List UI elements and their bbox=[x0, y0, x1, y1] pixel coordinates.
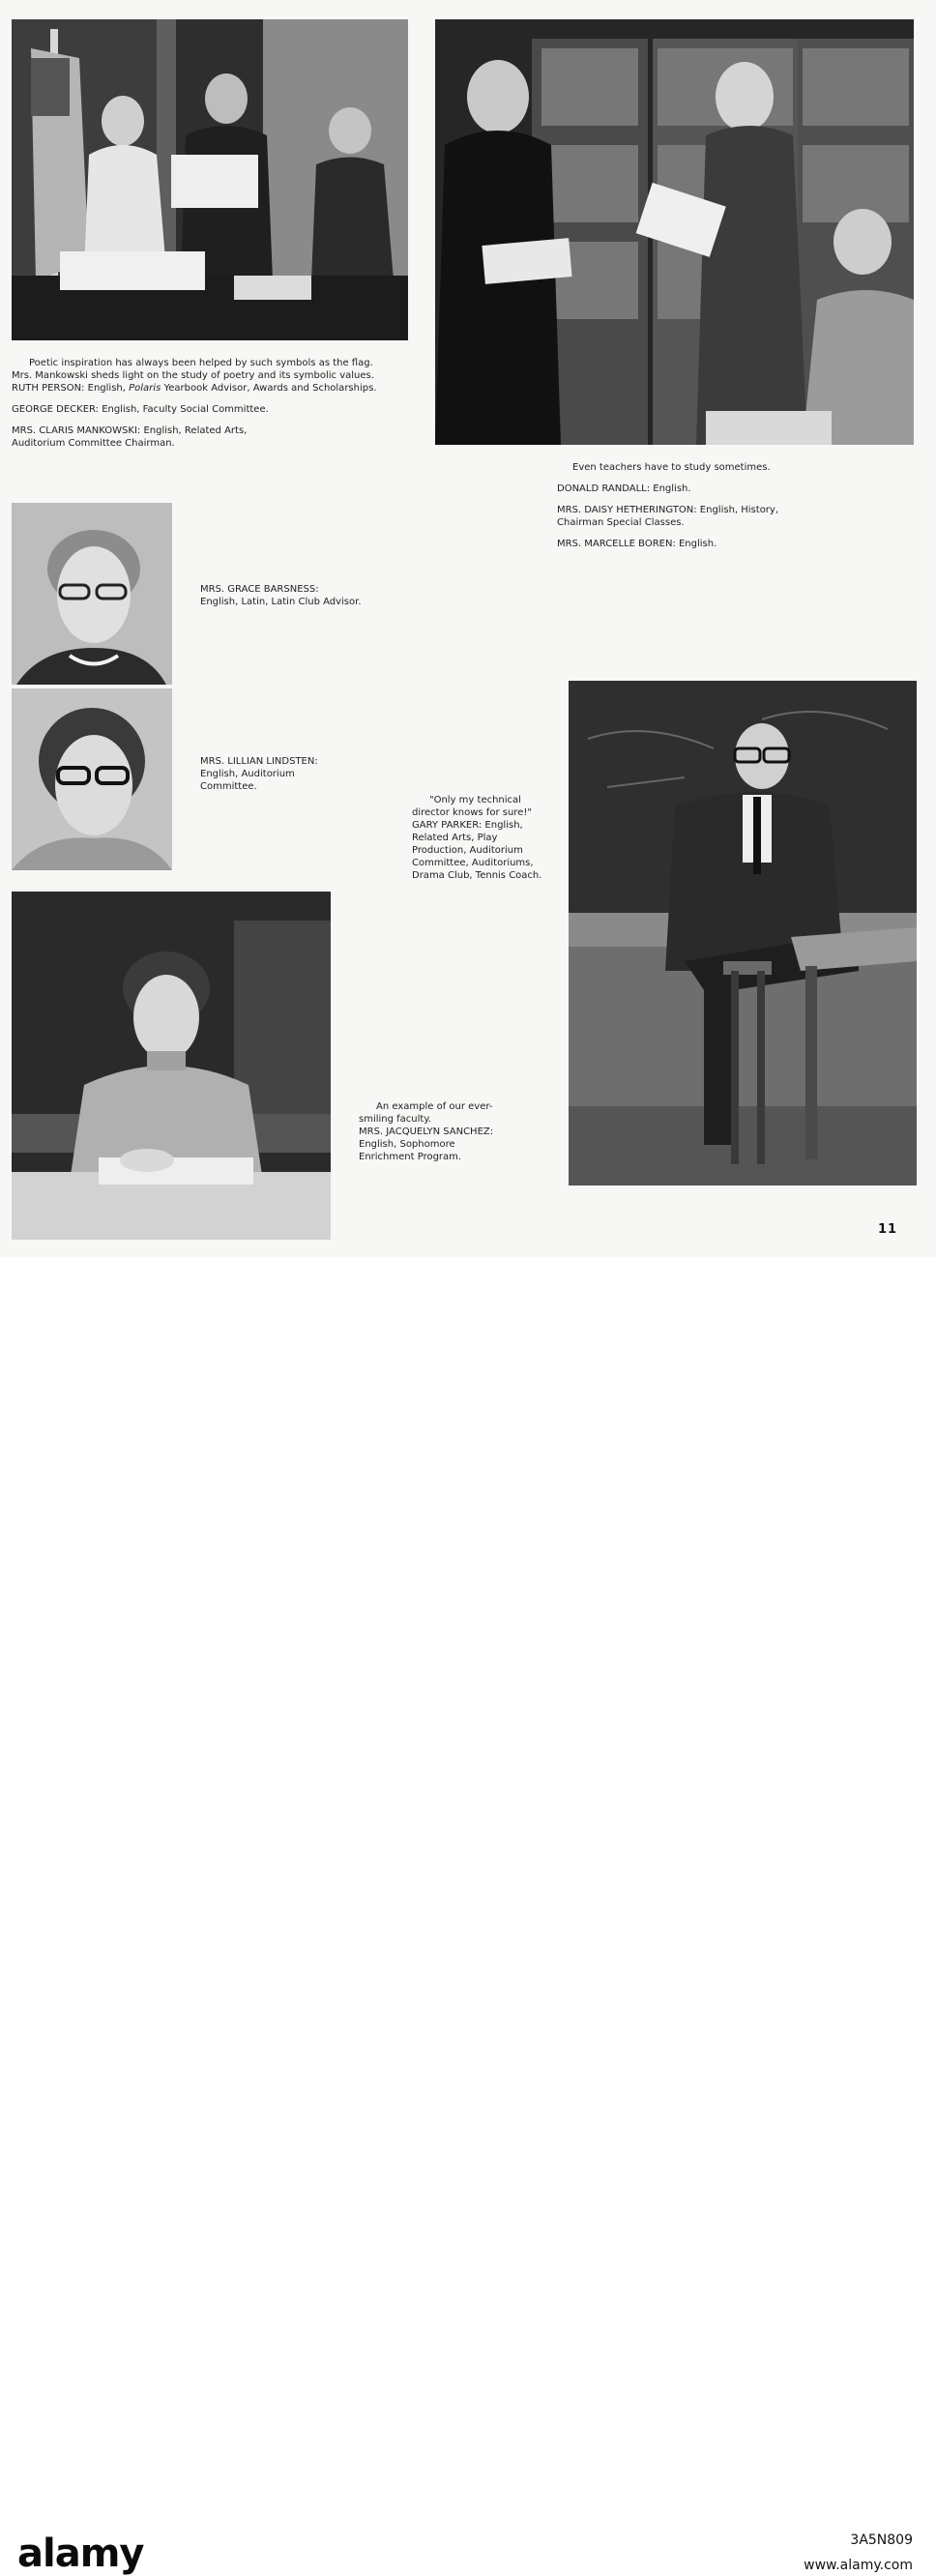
photo-jacquelyn-sanchez bbox=[12, 892, 331, 1240]
portrait-grace-barsness bbox=[12, 503, 172, 685]
alamy-logo: alamy bbox=[17, 2532, 144, 2576]
caption-flag-photo bbox=[12, 357, 408, 450]
caption-lindsten-l3: Committee. bbox=[200, 781, 257, 792]
yearbook-page bbox=[0, 0, 936, 1257]
caption-sanchez-l3: MRS. JACQUELYN SANCHEZ: bbox=[359, 1127, 494, 1137]
caption-barsness bbox=[200, 583, 423, 608]
watermark-footer bbox=[0, 1257, 936, 2576]
caption-parker-l3: GARY PARKER: English, bbox=[412, 820, 523, 831]
page-number: 11 bbox=[878, 1222, 898, 1237]
caption-lindsten-l1: MRS. LILLIAN LINDSTEN: bbox=[200, 756, 318, 767]
portrait-lillian-lindsten bbox=[12, 688, 172, 870]
site-url: www.alamy.com bbox=[804, 2558, 913, 2573]
caption-barsness-l2: English, Latin, Latin Club Advisor. bbox=[200, 597, 362, 607]
caption-parker-l6: Committee, Auditoriums, bbox=[412, 858, 534, 868]
caption-sanchez-l2: smiling faculty. bbox=[359, 1114, 432, 1125]
caption-sanchez-l4: English, Sophomore bbox=[359, 1139, 455, 1150]
caption-ruth-person: RUTH PERSON: English, Polaris Yearbook Advisor, Awards and Scholarships. bbox=[12, 383, 377, 394]
caption-lindsten bbox=[200, 755, 394, 793]
caption-george-decker: GEORGE DECKER: English, Faculty Social Committee. bbox=[12, 404, 269, 415]
caption-barsness-l1: MRS. GRACE BARSNESS: bbox=[200, 584, 319, 595]
caption-sanchez bbox=[359, 1100, 542, 1163]
caption-claris-mankowski-l1: MRS. CLARIS MANKOWSKI: English, Related Arts, bbox=[12, 425, 248, 436]
caption-flag-line2: Mrs. Mankowski sheds light on the study of poetry and its symbolic values. bbox=[12, 370, 374, 381]
caption-sanchez-l1: An example of our ever- bbox=[376, 1101, 493, 1112]
caption-parker-l2: director knows for sure!" bbox=[412, 807, 532, 818]
caption-parker bbox=[412, 794, 567, 882]
caption-donald-randall: DONALD RANDALL: English. bbox=[557, 483, 691, 494]
caption-library-line1: Even teachers have to study sometimes. bbox=[572, 462, 771, 473]
caption-daisy-hetherington-l2: Chairman Special Classes. bbox=[557, 517, 685, 528]
caption-parker-l7: Drama Club, Tennis Coach. bbox=[412, 870, 542, 881]
caption-parker-l5: Production, Auditorium bbox=[412, 845, 523, 856]
caption-daisy-hetherington-l1: MRS. DAISY HETHERINGTON: English, History, bbox=[557, 505, 779, 515]
caption-parker-l4: Related Arts, Play bbox=[412, 833, 498, 843]
caption-marcelle-boren: MRS. MARCELLE BOREN: English. bbox=[557, 539, 717, 549]
photo-gary-parker bbox=[569, 681, 917, 1186]
caption-parker-l1: "Only my technical bbox=[429, 795, 521, 805]
caption-claris-mankowski-l2: Auditorium Committee Chairman. bbox=[12, 438, 175, 449]
caption-lindsten-l2: English, Auditorium bbox=[200, 769, 295, 779]
caption-sanchez-l5: Enrichment Program. bbox=[359, 1152, 462, 1162]
caption-flag-line1: Poetic inspiration has always been helped by such symbols as the flag. bbox=[29, 358, 373, 368]
photo-library-teachers bbox=[435, 19, 914, 445]
caption-library-photo bbox=[557, 461, 886, 550]
photo-flag-teachers bbox=[12, 19, 408, 340]
image-id: 3A5N809 bbox=[850, 2532, 913, 2548]
